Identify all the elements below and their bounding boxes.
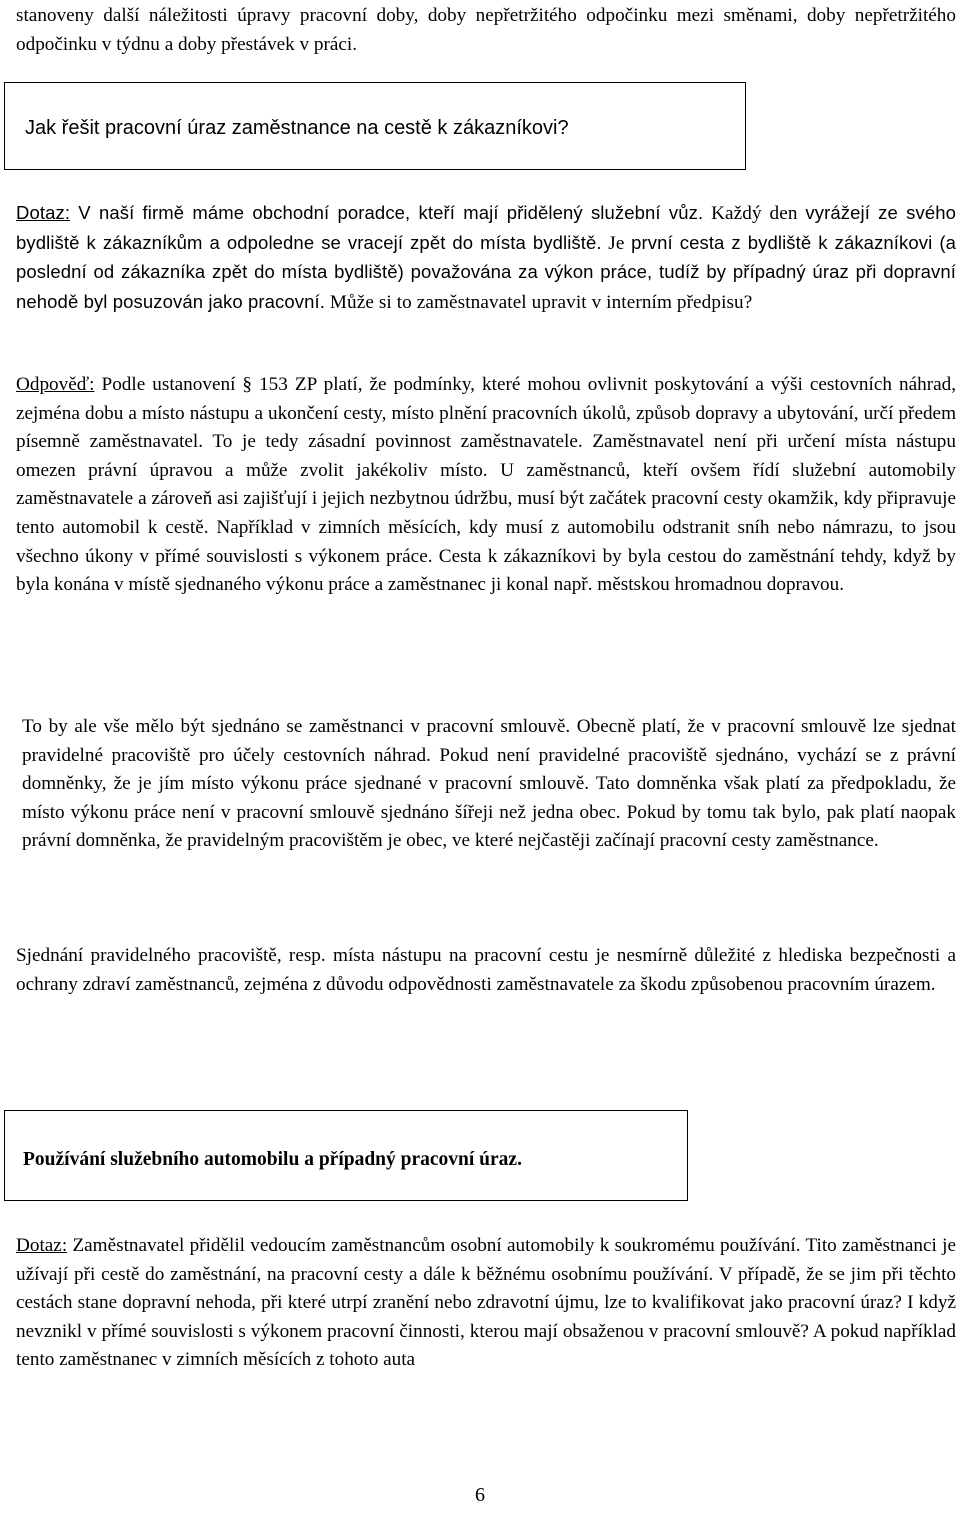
page-number: 6 xyxy=(475,1484,485,1506)
section-2-title: Používání služebního automobilu a případný pracovní úraz. xyxy=(23,1149,522,1170)
question-text-part-1: V naší firmě máme obchodní poradce, kteří mají přidělený služební vůz. xyxy=(70,202,704,223)
intro-paragraph xyxy=(16,2,956,59)
question-text-2: Zaměstnavatel přidělil vedoucím zaměstnancům osobní automobily k soukromému používání. Tito zaměstnanci je užívají při cestě do zaměstnání, na pracovní cesty a dále k běžnému osobnímu používání. V případě, že se jim při těchto cestách stane dopravní nehoda, při které utrpí zranění nebo zdravotní újmu, lze to kvalifikovat jako pracovní úraz? I když nevznikl v přímé souvislosti s výkonem pracovní činnosti, kterou mají obsaženou v pracovní smlouvě? A pokud například tento zaměstnanec v zimních měsících z tohoto auta xyxy=(16,1235,956,1371)
answer-label: Odpověď: xyxy=(16,374,95,395)
section-2-title-box xyxy=(4,1110,688,1201)
section-1-paragraph-2 xyxy=(22,713,956,856)
section-1-question xyxy=(16,199,956,317)
question-text-part-2: Každý den xyxy=(703,203,798,224)
section-1-answer xyxy=(16,371,956,600)
section-1-paragraph-3 xyxy=(16,942,956,999)
question-text-part-6: Může si to zaměstnavatel upravit v interním předpisu? xyxy=(324,291,753,313)
section-1-title: Jak řešit pracovní úraz zaměstnance na cestě k zákazníkovi? xyxy=(25,117,569,139)
question-label: Dotaz: xyxy=(16,202,71,223)
question-text-part-4: Je xyxy=(601,232,625,254)
question-text-part-3: vyrážejí ze svého bydliště k zákazníkům a odpoledne se vracejí zpět do místa bydliště. xyxy=(16,202,956,253)
question-label-2: Dotaz: xyxy=(16,1235,68,1256)
intro-text: stanoveny další náležitosti úpravy pracovní doby, doby nepřetržitého odpočinku mezi směnami, doby nepřetržitého odpočinku v týdnu a doby přestávek v práci. xyxy=(16,5,956,55)
question-text-part-5: první cesta z bydliště k zákazníkovi (a poslední od zákazníka zpět do místa bydliště) považována za výkon práce, tudíž by případný úraz při dopravní nehodě byl posuzován jako pracovní. xyxy=(16,231,956,312)
section-1-title-box xyxy=(4,82,746,170)
paragraph-2-text: To by ale vše mělo být sjednáno se zaměstnanci v pracovní smlouvě. Obecně platí, že v pracovní smlouvě lze sjednat pravidelné pracoviště pro účely cestovních náhrad. Pokud není pravidelné pracoviště sjednáno, vychází se z právní domněnky, že je jím místo výkonu práce sjednané v pracovní smlouvě. Tato domněnka však platí za předpokladu, že místo výkonu práce není v pracovní smlouvě sjednáno šířeji než jedna obec. Pokud by tomu tak bylo, pak platí naopak právní domněnka, že pravidelným pracovištěm je obec, ve které nejčastěji začínají pracovní cesty zaměstnance. xyxy=(22,716,956,852)
answer-text: Podle ustanovení § 153 ZP platí, že podmínky, které mohou ovlivnit poskytování a výši cestovních náhrad, zejména dobu a místo nástupu a ukončení cesty, místo plnění pracovních úkolů, způsob dopravy a ubytování, určí předem písemně zaměstnavatel. To je tedy zásadní povinnost zaměstnavatele. Zaměstnavatel není při určení místa nástupu omezen právní úpravou a může zvolit jakékoliv místo. U zaměstnanců, kteří ovšem řídí služební automobily zaměstnavatele a zároveň asi zajišťují i jejich nezbytnou údržbu, musí být začátek pracovní cesty okamžik, kdy připravuje tento automobil k cestě. Například v zimních měsících, kdy musí z automobilu odstranit sníh nebo námrazu, to jsou všechno úkony v přímé souvislosti s výkonem práce. Cesta k zákazníkovi by byla cestou do zaměstnání tehdy, když by byla konána v místě sjednaného výkonu práce a zaměstnanec ji konal např. městskou hromadnou dopravou. xyxy=(16,374,956,596)
section-2-question xyxy=(16,1232,956,1375)
paragraph-3-text: Sjednání pravidelného pracoviště, resp. místa nástupu na pracovní cestu je nesmírně důležité z hlediska bezpečnosti a ochrany zdraví zaměstnanců, zejména z důvodu odpovědnosti zaměstnavatele za škodu způsobenou pracovním úrazem. xyxy=(16,945,956,995)
